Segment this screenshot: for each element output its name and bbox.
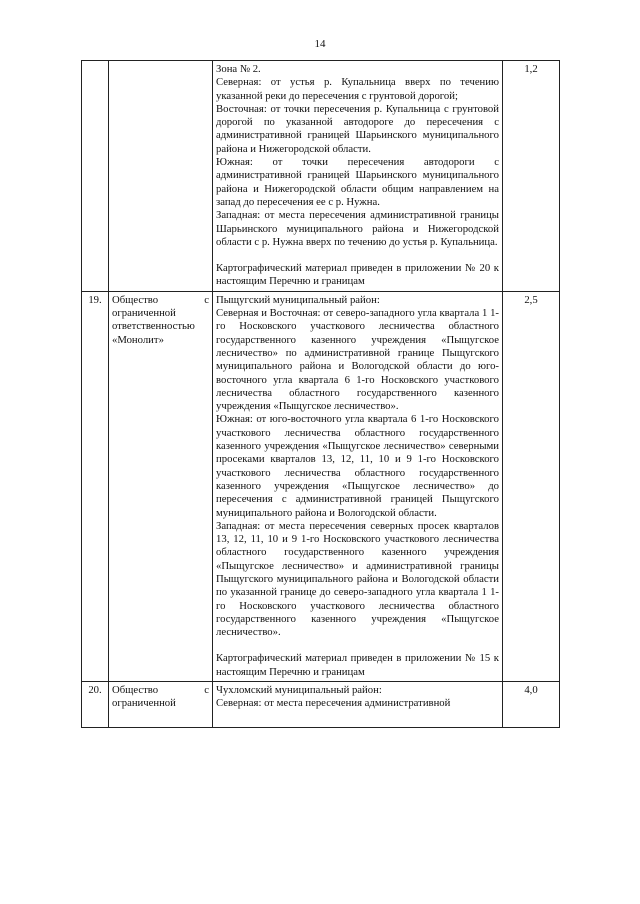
page-number: 14	[314, 38, 326, 50]
boundary-east: Восточная: от точки пересечения р. Купальница с грунтовой дорогой по указанной автодороге до пересечения с административной границей Шарьинского муниципального района и Нижегородской области.	[216, 102, 499, 155]
boundary-description	[213, 61, 503, 292]
area-value: 1,2	[503, 61, 560, 292]
district-title: Чухломский муниципальный район:	[216, 684, 382, 697]
boundary-west: Западная: от места пересечения северных просек кварталов 13, 12, 11, 10 и 9 1-го Носковского участкового лесничества областного государственного казенного учреждения «Пыщугское лесничество» и административной границы Пыщугского муниципального района и Вологодской области по указанной границе до северо-западного угла квартала 1 1-го Носковского участкового лесничества областного государственного казенного учреждения «Пыщугское лесничество».	[216, 519, 499, 639]
row-number	[82, 61, 109, 292]
area-value: 4,0	[503, 682, 560, 728]
row-number: 19.	[82, 291, 109, 681]
organization-name: Общество с ограниченной	[112, 684, 209, 710]
row-number: 20.	[82, 682, 109, 728]
map-reference: Картографический материал приведен в приложении № 20 к настоящим Перечню и границам	[216, 262, 499, 288]
boundary-description	[213, 682, 503, 728]
table-row	[82, 682, 560, 728]
boundary-north-east: Северная и Восточная: от северо-западного угла квартала 1 1-го Носковского участкового лесничества областного государственного казенного учреждения «Пыщугское лесничество» по административной границе Пыщугского муниципального района и Вологодской области до юго-восточного угла квартала 6 1-го Носковского участкового лесничества областного государственного казенного учреждения «Пыщугское лесничество».	[216, 307, 499, 413]
document-table	[81, 60, 560, 728]
organization-cell	[109, 61, 213, 292]
zone-title: Зона № 2.	[216, 63, 261, 75]
area-value: 2,5	[503, 291, 560, 681]
table-row	[82, 291, 560, 681]
boundary-north: Северная: от устья р. Купальница вверх по течению указанной реки до пересечения с грунтовой дорогой;	[216, 76, 499, 102]
boundary-west: Западная: от места пересечения административной границы Шарьинского муниципального района и Нижегородской области с р. Нужна вверх по течению до устья р. Купальница.	[216, 209, 499, 248]
boundary-south: Южная: от юго-восточного угла квартала 6 1-го Носковского участкового лесничества областного государственного казенного учреждения «Пыщугское лесничество» северными просеками кварталов 13, 12, 11, 10 и 9 1-го Носковского участкового лесничества областного государственного казенного учреждения «Пыщугское лесничество» до пересечения с административной границей Пыщугского муниципального района и Вологодской области.	[216, 413, 499, 519]
organization-cell	[109, 682, 213, 728]
boundary-description	[213, 291, 503, 681]
boundary-south: Южная: от точки пересечения автодороги с административной границей Шарьинского муниципального района и Нижегородской области общим направлением на запад до пересечения ее с р. Нужна.	[216, 156, 499, 208]
map-reference: Картографический материал приведен в приложении № 15 к настоящим Перечню и границам	[216, 652, 499, 678]
boundary-north: Северная: от места пересечения административной	[216, 697, 451, 710]
district-title: Пыщугский муниципальный район:	[216, 293, 380, 306]
table-row	[82, 61, 560, 292]
organization-cell: Общество с ограниченной ответственностью «Монолит»	[109, 291, 213, 681]
